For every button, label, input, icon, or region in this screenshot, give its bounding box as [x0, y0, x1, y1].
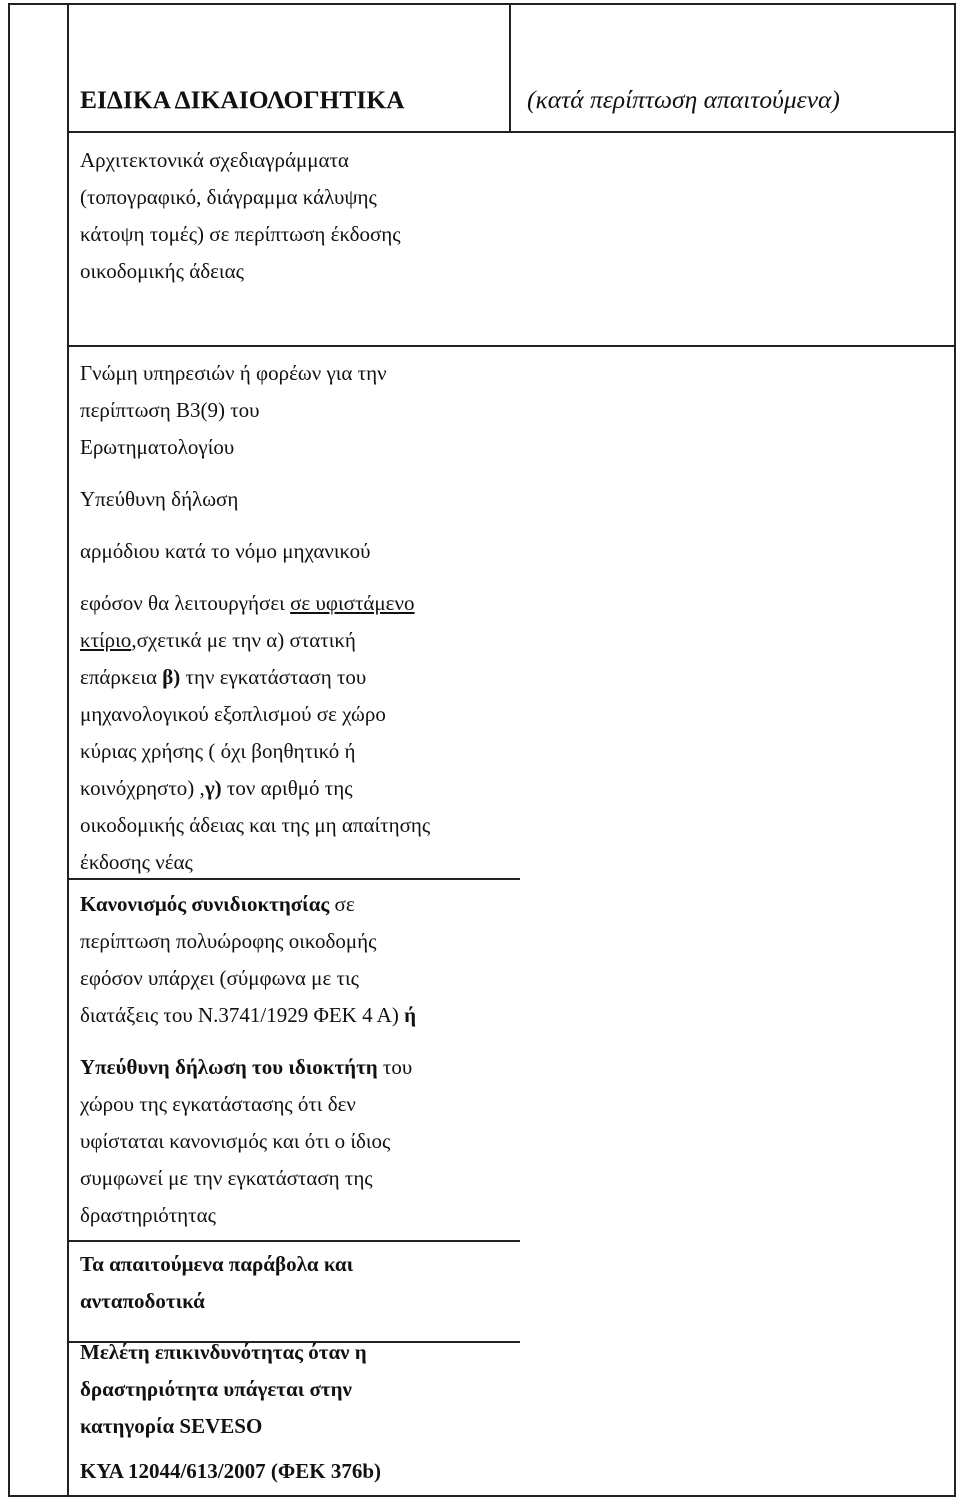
underlined-text: σε υφιστάμενο	[290, 591, 415, 615]
text-line	[80, 770, 510, 807]
text-line: κύριας χρήσης ( όχι βοηθητικό ή	[80, 739, 356, 763]
text-line	[80, 585, 510, 622]
text-line: ανταποδοτικά	[80, 1289, 205, 1313]
text-line: περίπτωση Β3(9) του	[80, 398, 260, 422]
row-divider-architectural	[67, 345, 954, 347]
text-line: οικοδομικής άδειας και της μη απαίτησης	[80, 813, 431, 837]
text-line: κάτοψη τομές) σε περίπτωση έκδοσης	[80, 222, 401, 246]
row-divider-header	[67, 131, 954, 133]
text-line: Ερωτηματολογίου	[80, 435, 235, 459]
bold-marker: ή	[404, 1003, 417, 1027]
page-title: ΕΙΔΙΚΑ ΔΙΚΑΙΟΛΟΓΗΤΙΚΑ	[80, 85, 405, 114]
risk-study-cell	[80, 1334, 510, 1490]
text-fragment: κοινόχρηστο) ,	[80, 776, 205, 800]
kya-reference: ΚΥΑ 12044/613/2007 (ΦΕΚ 376b)	[80, 1459, 382, 1483]
text-line: Τα απαιτούμενα παράβολα και	[80, 1252, 354, 1276]
column-divider-left	[67, 5, 69, 1495]
text-line	[80, 659, 510, 696]
text-fragment: σε	[329, 892, 355, 916]
text-fragment: επάρκεια	[80, 665, 163, 689]
text-line: (τοπογραφικό, διάγραμμα κάλυψης	[80, 185, 377, 209]
text-line	[80, 997, 510, 1034]
architectural-plans-cell	[80, 142, 510, 290]
text-line	[80, 1049, 510, 1086]
text-line: χώρου της εγκατάστασης ότι δεν	[80, 1092, 356, 1116]
text-line: εφόσον υπάρχει (σύμφωνα με τις	[80, 966, 359, 990]
text-fragment: εφόσον θα λειτουργήσει	[80, 591, 291, 615]
text-fragment: ,σχετικά με την α) στατική	[131, 628, 356, 652]
text-line: μηχανολογικού εξοπλισμού σε χώρο	[80, 702, 386, 726]
declaration-engineer: αρμόδιου κατά το νόμο μηχανικού	[80, 539, 371, 563]
underlined-text: κτίριο	[80, 628, 132, 652]
regulation-title: Κανονισμός συνιδιοκτησίας	[80, 892, 330, 916]
row-divider-regulation	[67, 1240, 520, 1242]
text-line: οικοδομικής άδειας	[80, 259, 244, 283]
text-line: Γνώμη υπηρεσιών ή φορέων για την	[80, 361, 387, 385]
text-line	[80, 886, 510, 923]
text-fragment: διατάξεις του Ν.3741/1929 ΦΕΚ 4 Α)	[80, 1003, 405, 1027]
text-line: υφίσταται κανονισμός και ότι ο ίδιος	[80, 1129, 391, 1153]
fees-cell	[80, 1246, 510, 1320]
page-subtitle: (κατά περίπτωση απαιτούμενα)	[527, 85, 840, 114]
text-line: συμφωνεί με την εγκατάσταση της	[80, 1166, 373, 1190]
text-line: δραστηριότητα υπάγεται στην	[80, 1377, 352, 1401]
bold-marker: β)	[162, 665, 181, 689]
text-line: Μελέτη επικινδυνότητας όταν η	[80, 1340, 367, 1364]
column-divider-header	[509, 5, 511, 132]
bold-marker: γ)	[204, 776, 222, 800]
text-line: Αρχιτεκτονικά σχεδιαγράμματα	[80, 148, 349, 172]
owner-declaration-title: Υπεύθυνη δήλωση του ιδιοκτήτη	[80, 1055, 378, 1079]
text-line: έκδοσης νέας	[80, 850, 193, 874]
co-ownership-cell	[80, 886, 510, 1234]
text-line: περίπτωση πολυώροφης οικοδομής	[80, 929, 377, 953]
text-line	[80, 622, 510, 659]
text-fragment: τον αριθμό της	[221, 776, 353, 800]
declaration-title: Υπεύθυνη δήλωση	[80, 487, 239, 511]
text-line: δραστηριότητας	[80, 1203, 216, 1227]
opinion-declaration-cell	[80, 355, 510, 881]
text-fragment: του	[377, 1055, 413, 1079]
text-fragment: την εγκατάσταση του	[180, 665, 367, 689]
text-line: κατηγορία SEVESO	[80, 1414, 263, 1438]
